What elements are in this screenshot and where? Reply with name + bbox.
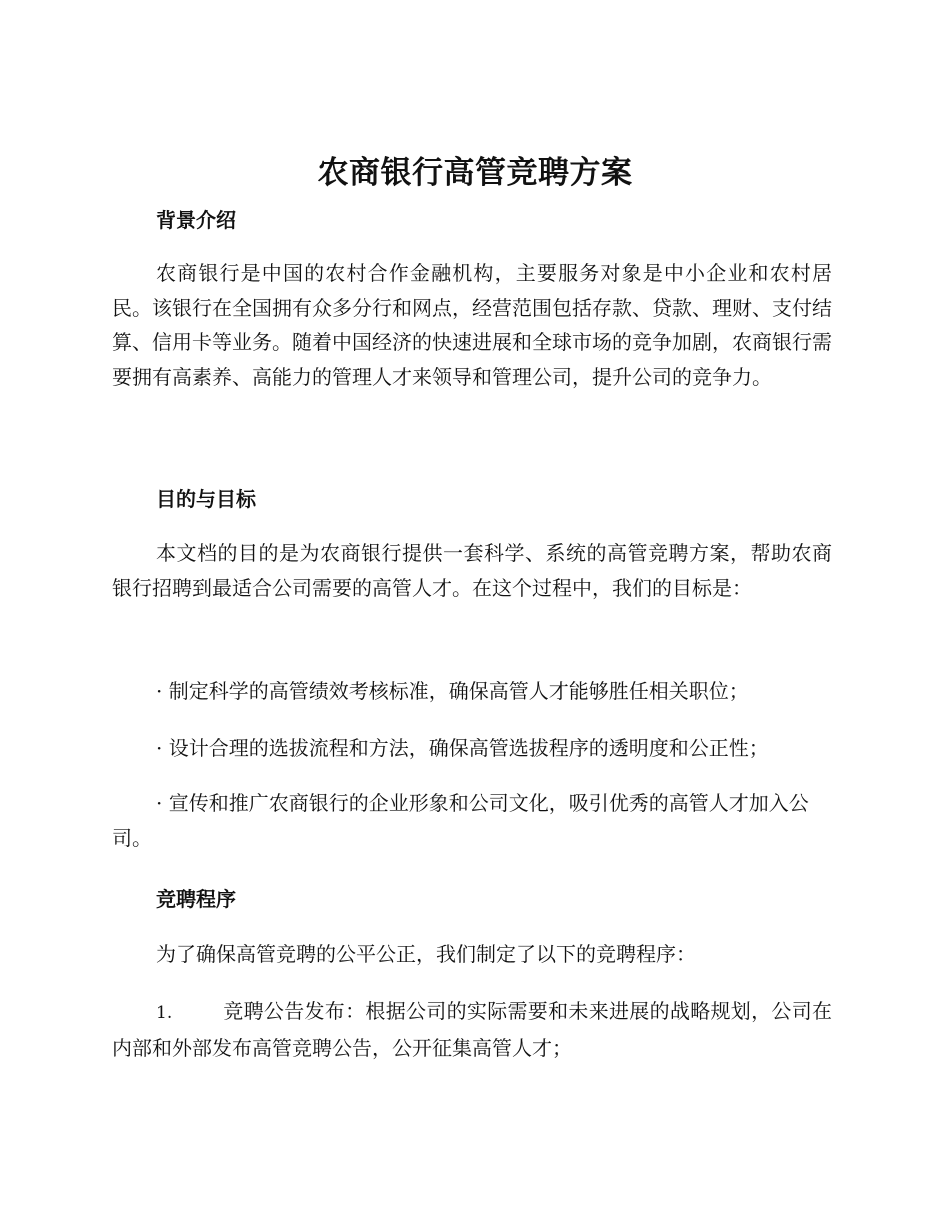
bullet-item: · 宣传和推广农商银行的企业形象和公司文化，吸引优秀的高管人才加入公司。 — [112, 791, 809, 850]
paragraph-purpose: 本文档的目的是为农商银行提供一套科学、系统的高管竞聘方案，帮助农商银行招聘到最适合公司需要的高管人才。在这个过程中，我们的目标是： — [112, 541, 832, 600]
paragraph-procedure: 为了确保高管竞聘的公平公正，我们制定了以下的竞聘程序： — [156, 942, 696, 966]
section-heading-procedure: 竞聘程序 — [156, 887, 236, 911]
numbered-item-text: 竞聘公告发布：根据公司的实际需要和未来进展的战略规划，公司在内部和外部发布高管竞聘公告，公开征集高管人才； — [112, 999, 832, 1060]
section-heading-purpose: 目的与目标 — [156, 487, 256, 511]
paragraph-background: 农商银行是中国的农村合作金融机构，主要服务对象是中小企业和农村居民。该银行在全国拥有众多分行和网点，经营范围包括存款、贷款、理财、支付结算、信用卡等业务。随着中国经济的快速进展和全球市场的竞争加剧，农商银行需要拥有高素养、高能力的管理人才来领导和管理公司，提升公司的竞争力。 — [112, 261, 832, 389]
numbered-item — [112, 994, 832, 1065]
list-number: 1. — [156, 1003, 173, 1023]
bullet-item: · 制定科学的高管绩效考核标准，确保高管人才能够胜任相关职位； — [156, 679, 749, 703]
section-heading-background: 背景介绍 — [156, 208, 236, 232]
bullet-item: · 设计合理的选拔流程和方法，确保高管选拔程序的透明度和公正性； — [156, 736, 769, 760]
document-title: 农商银行高管竞聘方案 — [317, 155, 633, 191]
